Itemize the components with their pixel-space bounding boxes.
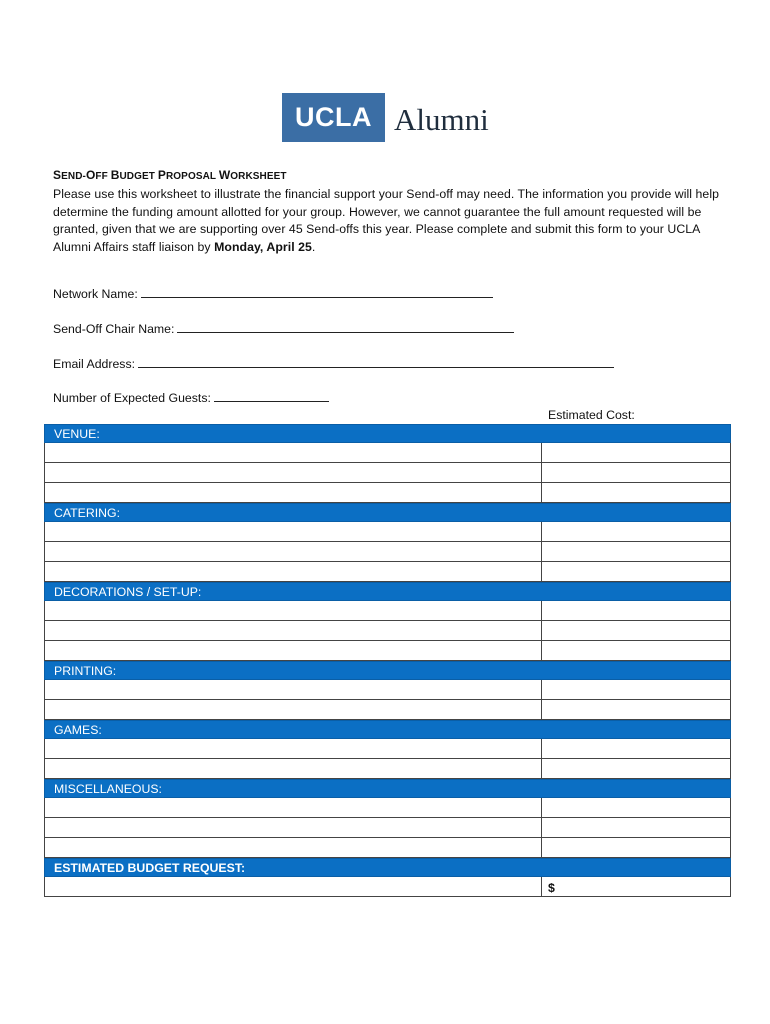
- title-segment: S: [53, 168, 62, 182]
- item-cost-cell[interactable]: [542, 700, 730, 719]
- worksheet-title: [53, 168, 287, 182]
- table-row: [44, 443, 731, 463]
- table-row: [44, 621, 731, 641]
- ucla-logo-mark: UCLA: [282, 93, 385, 142]
- guests-input-line[interactable]: [214, 390, 329, 402]
- item-description-cell[interactable]: [45, 542, 542, 561]
- total-row: [44, 877, 731, 897]
- title-segment: UDGET: [119, 171, 158, 182]
- guests-field: [53, 390, 329, 405]
- table-row: [44, 641, 731, 661]
- item-cost-cell[interactable]: [542, 798, 730, 817]
- section-header-printing: PRINTING:: [44, 661, 731, 680]
- item-cost-cell[interactable]: [542, 542, 730, 561]
- item-cost-cell[interactable]: [542, 463, 730, 482]
- item-cost-cell[interactable]: [542, 562, 730, 581]
- item-cost-cell[interactable]: [542, 818, 730, 837]
- email-label: Email Address:: [53, 357, 136, 371]
- network-name-field: [53, 286, 493, 301]
- email-field: [53, 356, 614, 371]
- item-description-cell[interactable]: [45, 739, 542, 758]
- title-segment: W: [218, 168, 231, 182]
- table-row: [44, 522, 731, 542]
- item-cost-cell[interactable]: [542, 838, 730, 857]
- item-cost-cell[interactable]: [542, 601, 730, 620]
- intro-text: Please use this worksheet to illustrate the financial support your Send-off may need. The information you provide will help determine the funding amount allotted for your group. However, we cannot guarantee the full amount requested will be granted, given that we are supporting over 45 Send-offs this year. Please complete and submit this form to your UCLA Alumni Affairs staff liaison by: [53, 187, 719, 254]
- item-cost-cell[interactable]: [542, 621, 730, 640]
- table-row: [44, 483, 731, 503]
- intro-end: .: [311, 239, 316, 254]
- table-row: [44, 542, 731, 562]
- chair-name-field: [53, 321, 514, 336]
- item-description-cell[interactable]: [45, 443, 542, 462]
- title-segment: FF: [95, 171, 111, 182]
- alumni-logo-word: Alumni: [394, 102, 489, 137]
- table-row: [44, 680, 731, 700]
- chair-name-input-line[interactable]: [177, 321, 514, 333]
- section-header-total: ESTIMATED BUDGET REQUEST:: [44, 858, 731, 877]
- item-cost-cell[interactable]: [542, 739, 730, 758]
- item-description-cell[interactable]: [45, 700, 542, 719]
- chair-name-label: Send-Off Chair Name:: [53, 322, 175, 336]
- total-description-cell[interactable]: [45, 877, 542, 896]
- item-cost-cell[interactable]: [542, 680, 730, 699]
- section-header-miscellaneous: MISCELLANEOUS:: [44, 779, 731, 798]
- title-segment: O: [85, 168, 96, 182]
- item-description-cell[interactable]: [45, 621, 542, 640]
- title-segment: ROPOSAL: [165, 171, 219, 182]
- item-description-cell[interactable]: [45, 759, 542, 778]
- item-cost-cell[interactable]: [542, 759, 730, 778]
- title-segment: END-: [61, 171, 86, 182]
- title-segment: P: [157, 168, 166, 182]
- item-cost-cell[interactable]: [542, 483, 730, 502]
- intro-paragraph: [53, 186, 733, 256]
- budget-table: [44, 424, 731, 897]
- item-description-cell[interactable]: [45, 818, 542, 837]
- network-name-input-line[interactable]: [141, 286, 493, 298]
- network-name-label: Network Name:: [53, 287, 138, 301]
- ucla-alumni-logo: [282, 93, 489, 142]
- section-header-catering: CATERING:: [44, 503, 731, 522]
- table-row: [44, 601, 731, 621]
- item-cost-cell[interactable]: [542, 443, 730, 462]
- section-header-venue: VENUE:: [44, 424, 731, 443]
- table-row: [44, 798, 731, 818]
- table-row: [44, 838, 731, 858]
- item-description-cell[interactable]: [45, 522, 542, 541]
- item-description-cell[interactable]: [45, 680, 542, 699]
- item-description-cell[interactable]: [45, 798, 542, 817]
- submission-deadline: Monday, April 25: [214, 239, 312, 254]
- item-description-cell[interactable]: [45, 838, 542, 857]
- section-header-decorations: DECORATIONS / SET-UP:: [44, 582, 731, 601]
- table-row: [44, 818, 731, 838]
- email-input-line[interactable]: [138, 356, 614, 368]
- table-row: [44, 562, 731, 582]
- section-header-games: GAMES:: [44, 720, 731, 739]
- guests-label: Number of Expected Guests:: [53, 391, 211, 405]
- item-description-cell[interactable]: [45, 463, 542, 482]
- item-description-cell[interactable]: [45, 601, 542, 620]
- item-description-cell[interactable]: [45, 641, 542, 660]
- item-description-cell[interactable]: [45, 562, 542, 581]
- total-cost-cell[interactable]: $: [548, 881, 555, 895]
- estimated-cost-label: Estimated Cost:: [548, 408, 635, 422]
- table-row: [44, 700, 731, 720]
- item-description-cell[interactable]: [45, 483, 542, 502]
- item-cost-cell[interactable]: [542, 522, 730, 541]
- title-segment: ORKSHEET: [230, 171, 287, 182]
- table-row: [44, 759, 731, 779]
- table-row: [44, 739, 731, 759]
- item-cost-cell[interactable]: [542, 641, 730, 660]
- title-segment: B: [110, 168, 120, 182]
- table-row: [44, 463, 731, 483]
